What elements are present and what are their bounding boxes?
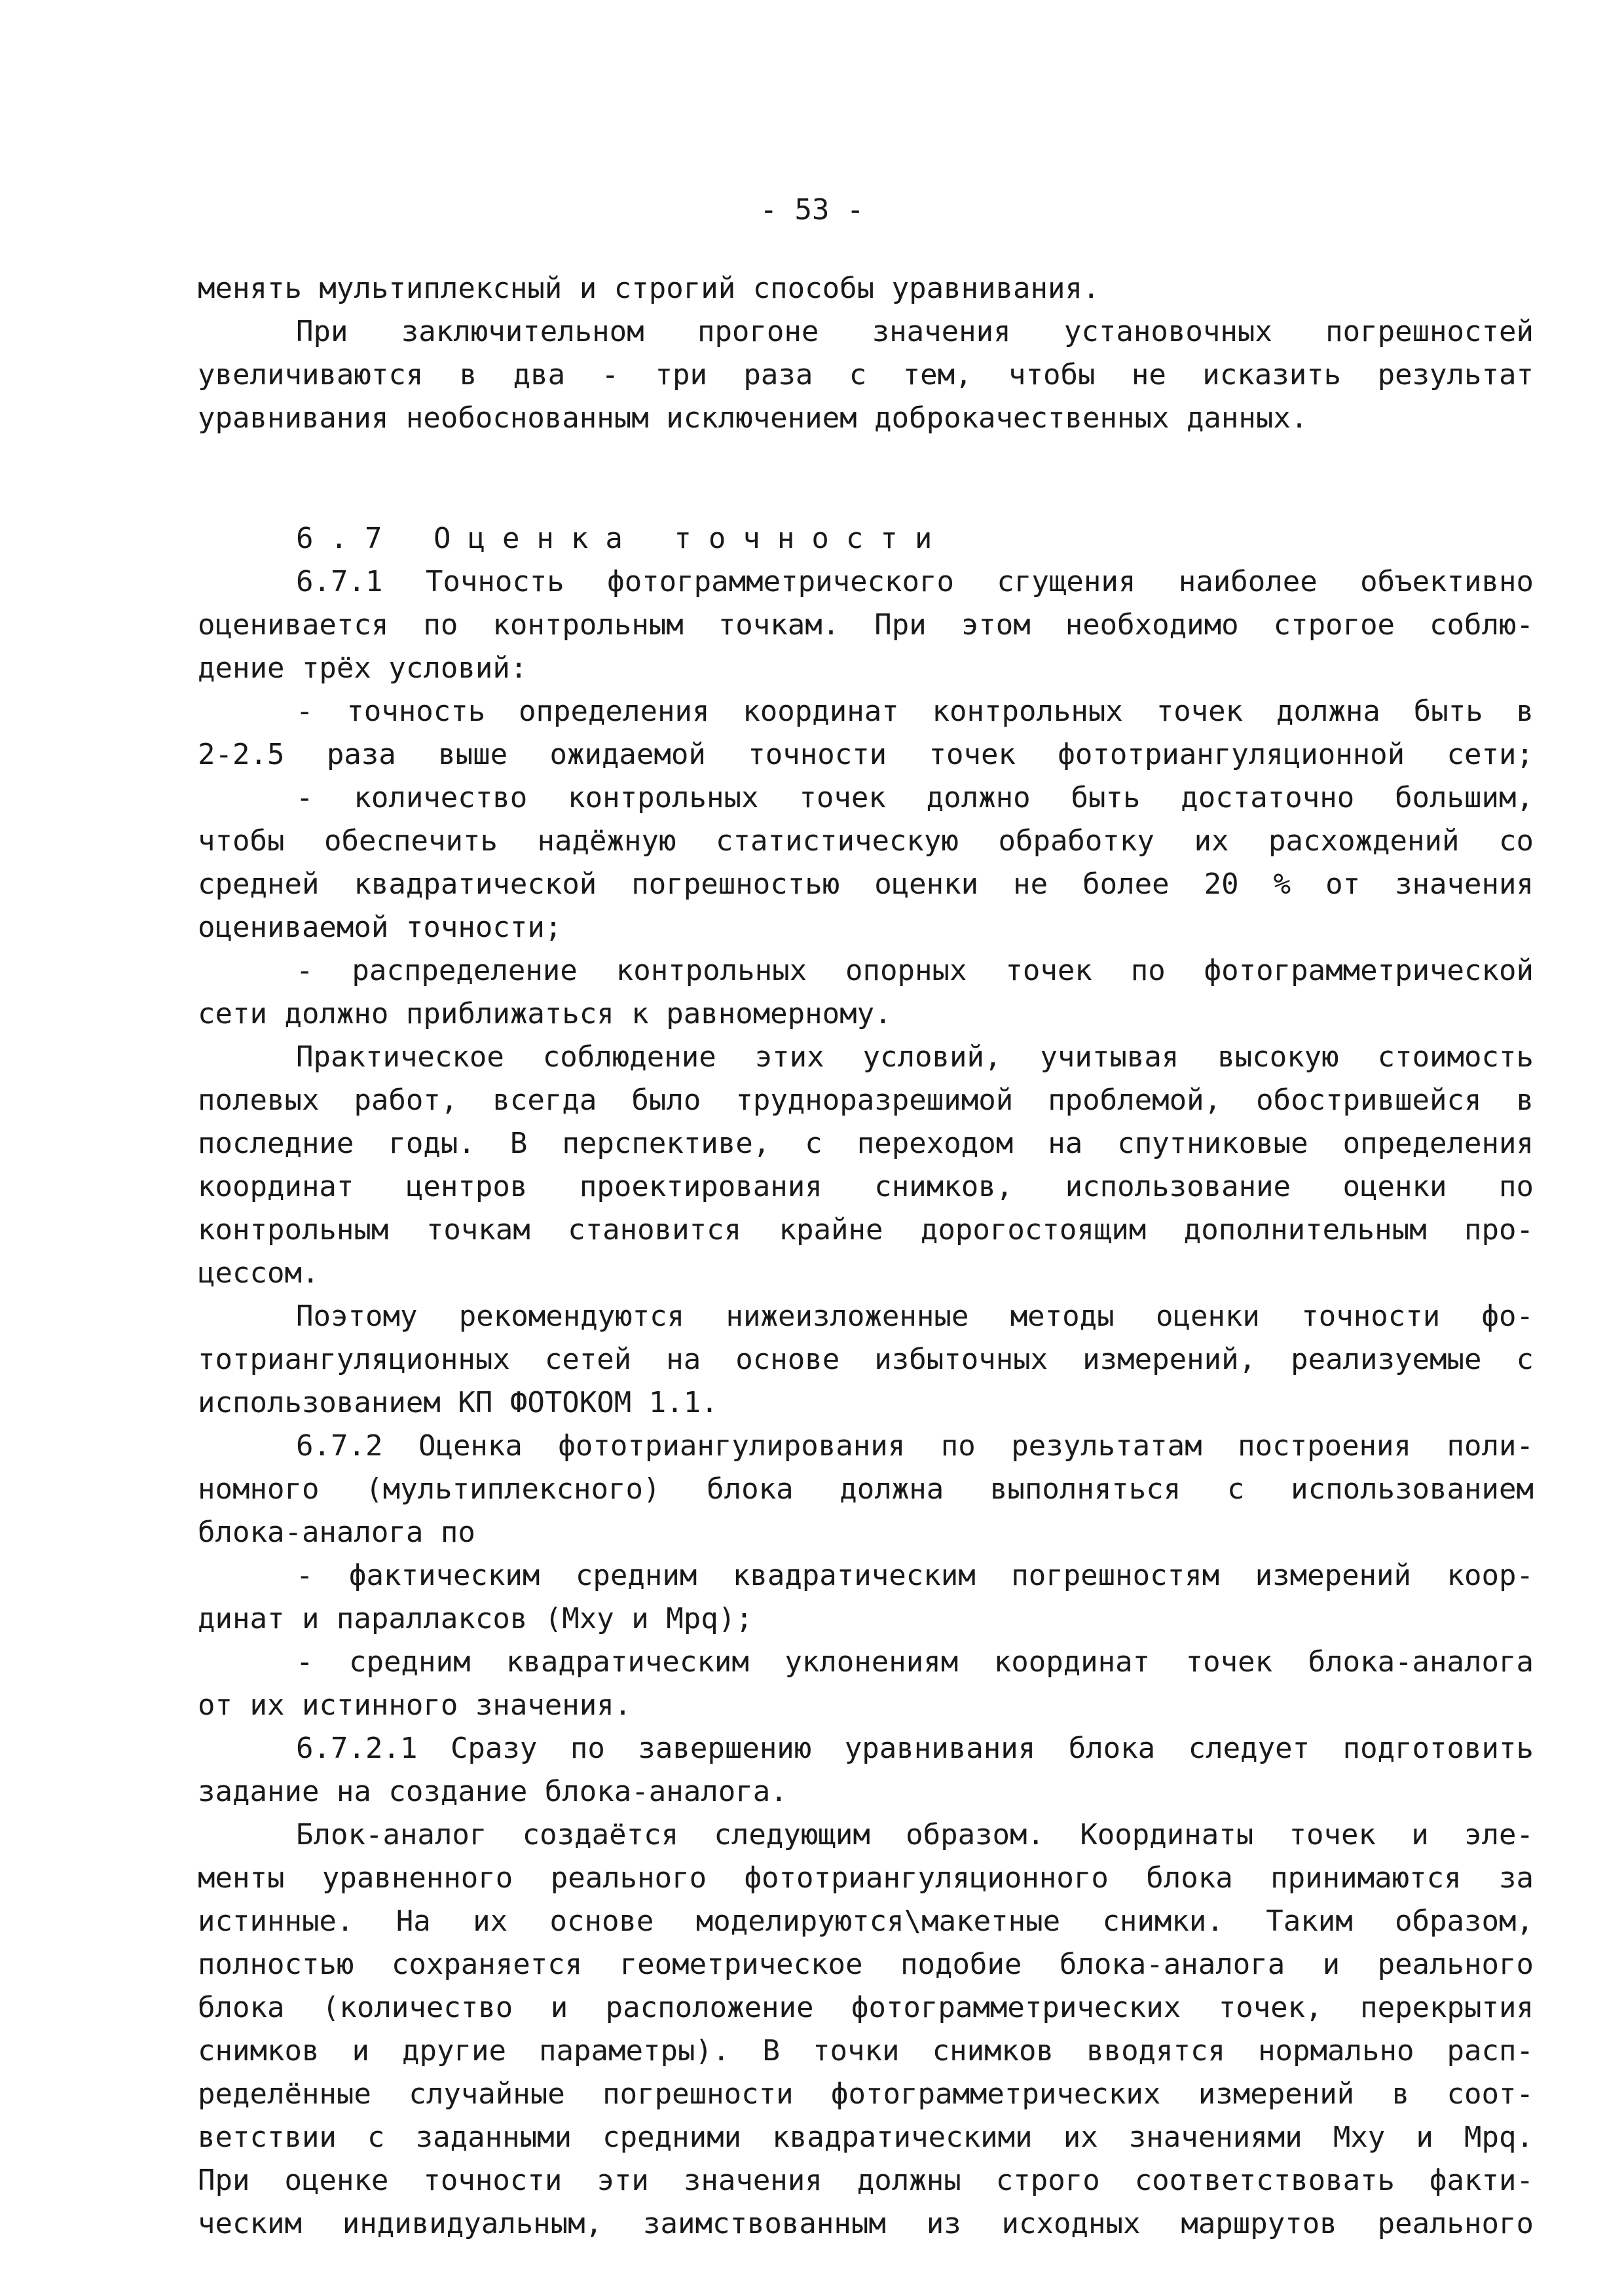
text-line: При оценке точности эти значения должны строго соответствовать факти- [198,2164,1534,2197]
text-line: 6.7.2 Оценка фототриангулирования по результатам построения поли- [296,1429,1534,1463]
text-line: Поэтому рекомендуются нижеизложенные методы оценки точности фо- [296,1300,1534,1333]
text-line: увеличиваются в два - три раза с тем, чтобы не исказить результат [198,358,1534,392]
text-line: - точность определения координат контрольных точек должна быть в [296,695,1534,728]
text-line: динат и параллаксов (Mxy и Mpq); [198,1602,753,1635]
page-number: - 53 - [760,193,864,227]
text-line: средней квадратической погрешностью оценки не более 20 % от значения [198,867,1534,901]
text-line: полностью сохраняется геометрическое подобие блока-аналога и реального [198,1948,1534,1981]
text-line: - количество контрольных точек должно быть достаточно большим, [296,781,1534,814]
text-line: координат центров проектирования снимков, использование оценки по [198,1170,1534,1203]
text-line: Практическое соблюдение этих условий, учитывая высокую стоимость [296,1040,1534,1074]
text-line: чтобы обеспечить надёжную статистическую обработку их расхождений со [198,824,1534,858]
text-line: уравнивания необоснованным исключением доброкачественных данных. [198,401,1308,435]
text-line: ределённые случайные погрешности фотограмметрических измерений в соот- [198,2077,1534,2111]
text-line: номного (мультиплексного) блока должна выполняться с использованием [198,1472,1534,1506]
text-line: - распределение контрольных опорных точек по фотограмметрической [296,954,1534,987]
text-line: сети должно приближаться к равномерному. [198,997,892,1030]
text-line: ческим индивидуальным, заимствованным из исходных маршрутов реального [198,2207,1534,2240]
text-line: цессом. [198,1256,320,1290]
text-line: последние годы. В перспективе, с переходом на спутниковые определения [198,1127,1534,1160]
text-line: задание на создание блока-аналога. [198,1775,788,1808]
text-line: 2-2.5 раза выше ожидаемой точности точек фототриангуляционной сети; [198,738,1534,771]
text-line: блока-аналога по [198,1516,475,1549]
text-line: блока (количество и расположение фотограмметрических точек, перекрытия [198,1991,1534,2024]
text-line: от их истинного значения. [198,1688,632,1722]
text-line: оценивается по контрольным точкам. При этом необходимо строгое соблю- [198,608,1534,642]
text-line: полевых работ, всегда было трудноразрешимой проблемой, обострившейся в [198,1084,1534,1117]
text-line: Блок-аналог создаётся следующим образом. Координаты точек и эле- [296,1818,1534,1851]
text-line: менты уравненного реального фототриангуляционного блока принимаются за [198,1861,1534,1895]
text-line: - средним квадратическим уклонениям координат точек блока-аналога [296,1645,1534,1679]
text-line: контрольным точкам становится крайне дорогостоящим дополнительным про- [198,1213,1534,1247]
text-line: При заключительном прогоне значения установочных погрешностей [296,315,1534,348]
text-line: снимков и другие параметры). В точки снимков вводятся нормально расп- [198,2034,1534,2068]
text-line: ветствии с заданными средними квадратическими их значениями Mxy и Mpq. [198,2121,1534,2154]
text-line: оцениваемой точности; [198,911,563,944]
section-heading: 6.7 Оценка точности [296,522,950,555]
text-line: - фактическим средним квадратическим погрешностям измерений коор- [296,1559,1534,1592]
text-line: 6.7.2.1 Сразу по завершению уравнивания блока следует подготовить [296,1732,1534,1765]
text-line: тотриангуляционных сетей на основе избыточных измерений, реализуемые с [198,1343,1534,1376]
text-line: истинные. На их основе моделируются\макетные снимки. Таким образом, [198,1904,1534,1938]
text-line: использованием КП ФОТОКОМ 1.1. [198,1386,718,1419]
text-line: 6.7.1 Точность фотограмметрического сгущения наиболее объективно [296,565,1534,598]
text-line: дение трёх условий: [198,651,528,685]
text-line: менять мультиплексный и строгий способы уравнивания. [198,272,1100,305]
